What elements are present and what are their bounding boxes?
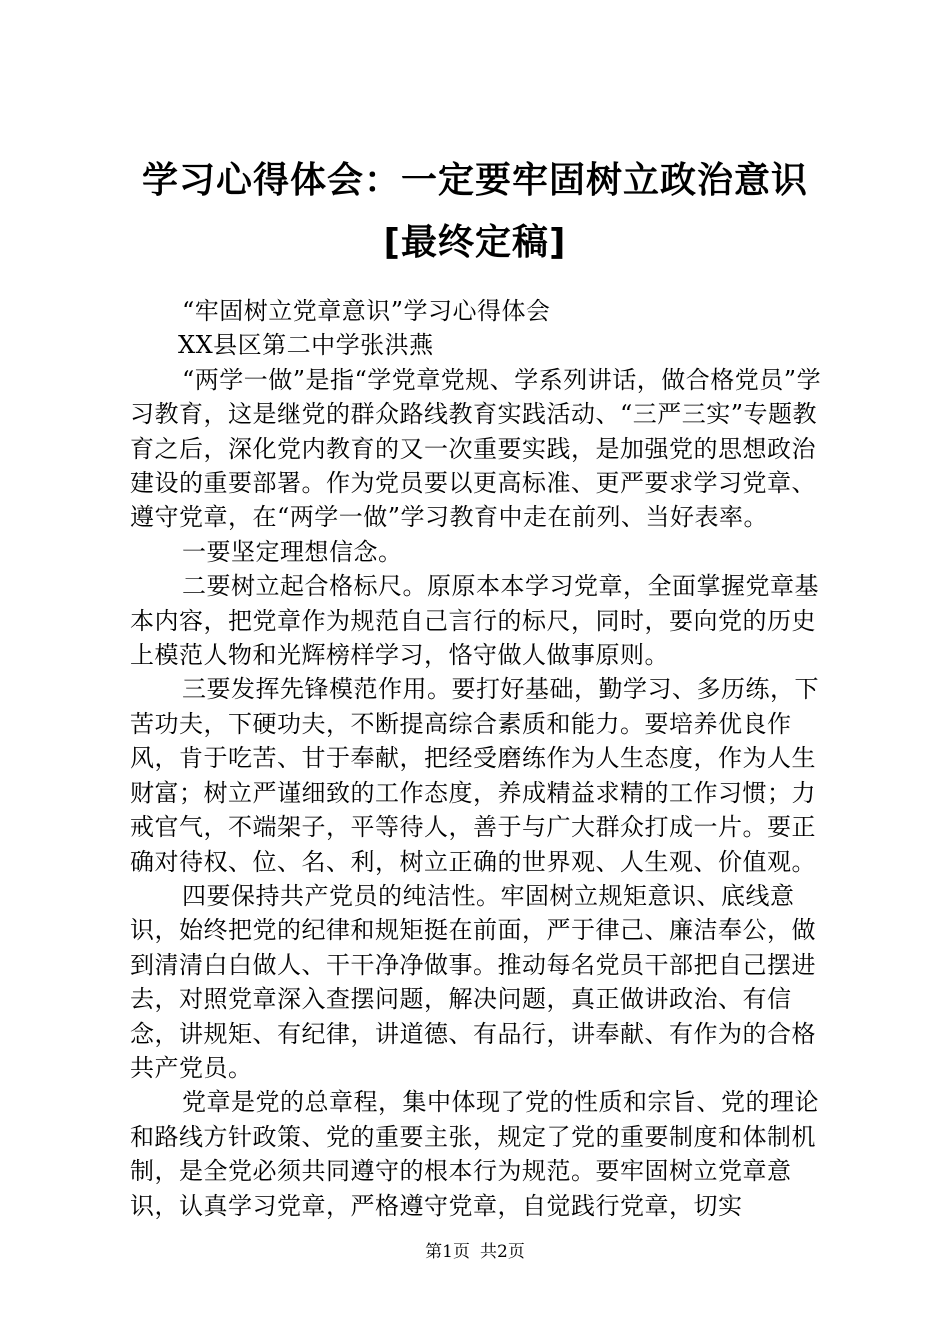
- paragraph: 一要坚定理想信念。: [182, 537, 403, 566]
- paragraph: 四要保持共产党员的纯洁性。牢固树立规矩意识、底线意识，始终把党的纪律和规矩挺在前面，严于律己、廉洁奉公，做到清清白白做人、干干净净做事。推动每名党员干部把自己摆进去，对照党章深入查摆问题，解决问题，真正做讲政治、有信念，讲规矩、有纪律，讲道德、有品行，讲奉献、有作为的合格共产党员。: [130, 881, 816, 1082]
- paragraph: “两学一做”是指“学党章党规、学系列讲话，做合格党员”学习教育，这是继党的群众路线教育实践活动、“三严三实”专题教育之后，深化党内教育的又一次重要实践，是加强党的思想政治建设的重要部署。作为党员要以更高标准、更严要求学习党章、遵守党章，在“两学一做”学习教育中走在前列、当好表率。: [130, 365, 822, 532]
- document-title: 学习心得体会：一定要牢固树立政治意识[最终定稿]: [141, 160, 808, 263]
- page-number-total: 共2页: [480, 1242, 525, 1262]
- document-author: XX县区第二中学张洪燕: [178, 331, 434, 360]
- paragraph: 二要树立起合格标尺。原原本本学习党章，全面掌握党章基本内容，把党章作为规范自己言行的标尺，同时，要向党的历史上模范人物和光辉榜样学习，恪守做人做事原则。: [130, 572, 819, 670]
- page-footer: [0, 1240, 950, 1264]
- page-number-current: 第1页: [425, 1242, 470, 1262]
- paragraph: 党章是党的总章程，集中体现了党的性质和宗旨、党的理论和路线方针政策、党的重要主张，规定了党的重要制度和体制机制，是全党必须共同遵守的根本行为规范。要牢固树立党章意识，认真学习党章，严格遵守党章，自觉践行党章，切实: [130, 1088, 819, 1220]
- paragraph: 三要发挥先锋模范作用。要打好基础，勤学习、多历练，下苦功夫，下硬功夫，不断提高综合素质和能力。要培养优良作风，肯于吃苦、甘于奉献，把经受磨练作为人生态度，作为人生财富；树立严谨细致的工作态度，养成精益求精的工作习惯；力戒官气，不端架子，平等待人，善于与广大群众打成一片。要正确对待权、位、名、利，树立正确的世界观、人生观、价值观。: [130, 675, 819, 876]
- document-subtitle: “牢固树立党章意识”学习心得体会: [182, 297, 551, 325]
- document-body: [130, 294, 830, 1223]
